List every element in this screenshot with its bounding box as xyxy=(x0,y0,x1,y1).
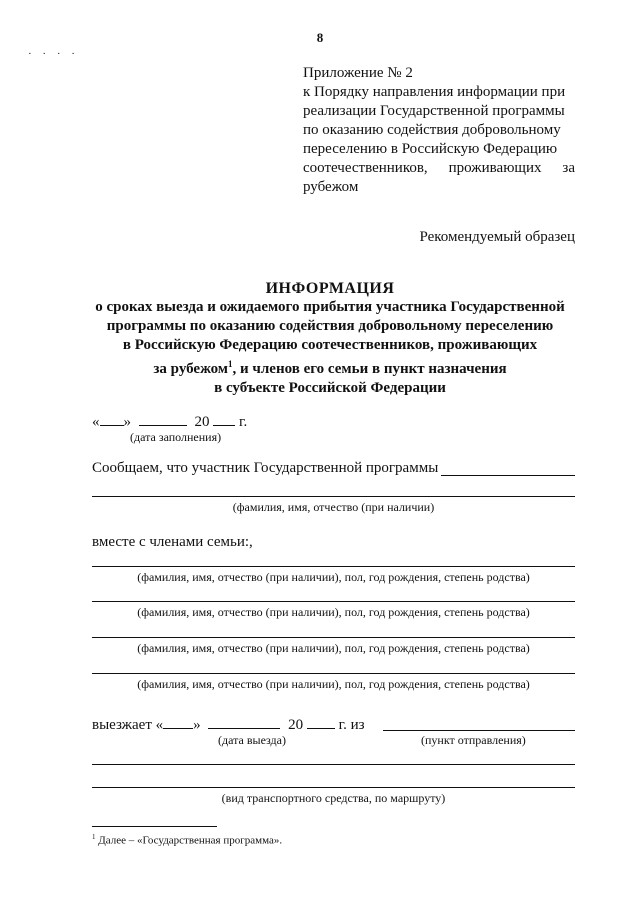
appendix-line: по оказанию содействия добровольному xyxy=(303,122,561,138)
departure-date-caption: (дата выезда) xyxy=(218,733,286,747)
title-line: программы по оказанию содействия добровольному переселению xyxy=(106,318,554,334)
appendix-line: переселению в Российскую Федерацию xyxy=(303,141,558,157)
participant-name-caption: (фамилия, имя, отчество (при наличии) xyxy=(232,500,435,514)
scan-marks: · · · · xyxy=(28,48,79,60)
recommended-sample-label: Рекомендуемый образец xyxy=(419,229,575,245)
participant-field-start[interactable] xyxy=(441,475,575,476)
title-line: о сроках выезда и ожидаемого прибытия участника Государственной xyxy=(95,299,565,315)
footnote-mark: 1 xyxy=(92,833,96,841)
year-prefix: 20 xyxy=(194,414,210,430)
month-field[interactable] xyxy=(139,412,187,426)
appendix-line: реализации Государственной программы xyxy=(303,103,565,119)
departure-point-field[interactable] xyxy=(383,730,575,731)
fill-date-row xyxy=(92,412,247,431)
departure-from: г. из xyxy=(338,717,365,733)
family-member-field[interactable] xyxy=(92,566,575,567)
family-member-caption: (фамилия, имя, отчество (при наличии), пол, год рождения, степень родства) xyxy=(137,570,530,584)
footnote-ref: 1 xyxy=(228,359,233,369)
family-member-caption: (фамилия, имя, отчество (при наличии), пол, год рождения, степень родства) xyxy=(137,605,530,619)
title-line-part: за рубежом xyxy=(153,361,229,377)
departure-label: выезжает « xyxy=(92,717,164,733)
title-line: в Российскую Федерацию соотечественников, проживающих xyxy=(122,337,538,353)
footnote-text: Далее – «Государственная программа». xyxy=(95,834,283,847)
title-line xyxy=(60,355,600,379)
departure-point-caption: (пункт отправления) xyxy=(421,733,526,747)
departure-close-quote: » xyxy=(193,717,201,733)
family-member-field[interactable] xyxy=(92,601,575,602)
page-number: 8 xyxy=(316,30,324,45)
close-quote: » xyxy=(123,414,131,430)
title-main: ИНФОРМАЦИЯ xyxy=(265,280,395,297)
report-text: Сообщаем, что участник Государственной программы xyxy=(92,460,439,476)
title-line-part: , и членов его семьи в пункт назначения xyxy=(232,361,507,377)
family-member-field[interactable] xyxy=(92,673,575,674)
family-member-caption: (фамилия, имя, отчество (при наличии), пол, год рождения, степень родства) xyxy=(137,641,530,655)
departure-month-field[interactable] xyxy=(208,715,280,729)
transport-caption: (вид транспортного средства, по маршруту) xyxy=(221,791,446,805)
year-field[interactable] xyxy=(213,412,235,426)
appendix-line xyxy=(303,159,575,178)
appendix-line: к Порядку направления информации при xyxy=(303,84,566,100)
family-intro: вместе с членами семьи:, xyxy=(92,534,253,550)
fill-date-caption: (дата заполнения) xyxy=(130,430,222,444)
title-line: в субъекте Российской Федерации xyxy=(214,380,446,396)
departure-row xyxy=(92,715,365,734)
appendix-header xyxy=(303,64,575,197)
footnote xyxy=(92,833,282,847)
participant-name-field[interactable] xyxy=(92,496,575,497)
family-member-caption: (фамилия, имя, отчество (при наличии), пол, год рождения, степень родства) xyxy=(137,677,530,691)
document-title xyxy=(60,279,600,398)
family-member-field[interactable] xyxy=(92,637,575,638)
footnote-divider xyxy=(92,826,217,827)
appendix-word: соотечественников, xyxy=(303,160,428,176)
transport-field[interactable] xyxy=(92,764,575,765)
appendix-word: за xyxy=(562,160,575,176)
appendix-word: проживающих xyxy=(448,160,542,176)
appendix-line: рубежом xyxy=(303,179,359,195)
departure-year-prefix: 20 xyxy=(288,717,304,733)
transport-field[interactable] xyxy=(92,787,575,788)
day-field[interactable] xyxy=(100,412,124,426)
appendix-line: Приложение № 2 xyxy=(303,65,413,81)
departure-day-field[interactable] xyxy=(163,715,193,729)
departure-year-field[interactable] xyxy=(307,715,335,729)
year-suffix: г. xyxy=(239,414,248,430)
open-quote: « xyxy=(92,414,100,430)
